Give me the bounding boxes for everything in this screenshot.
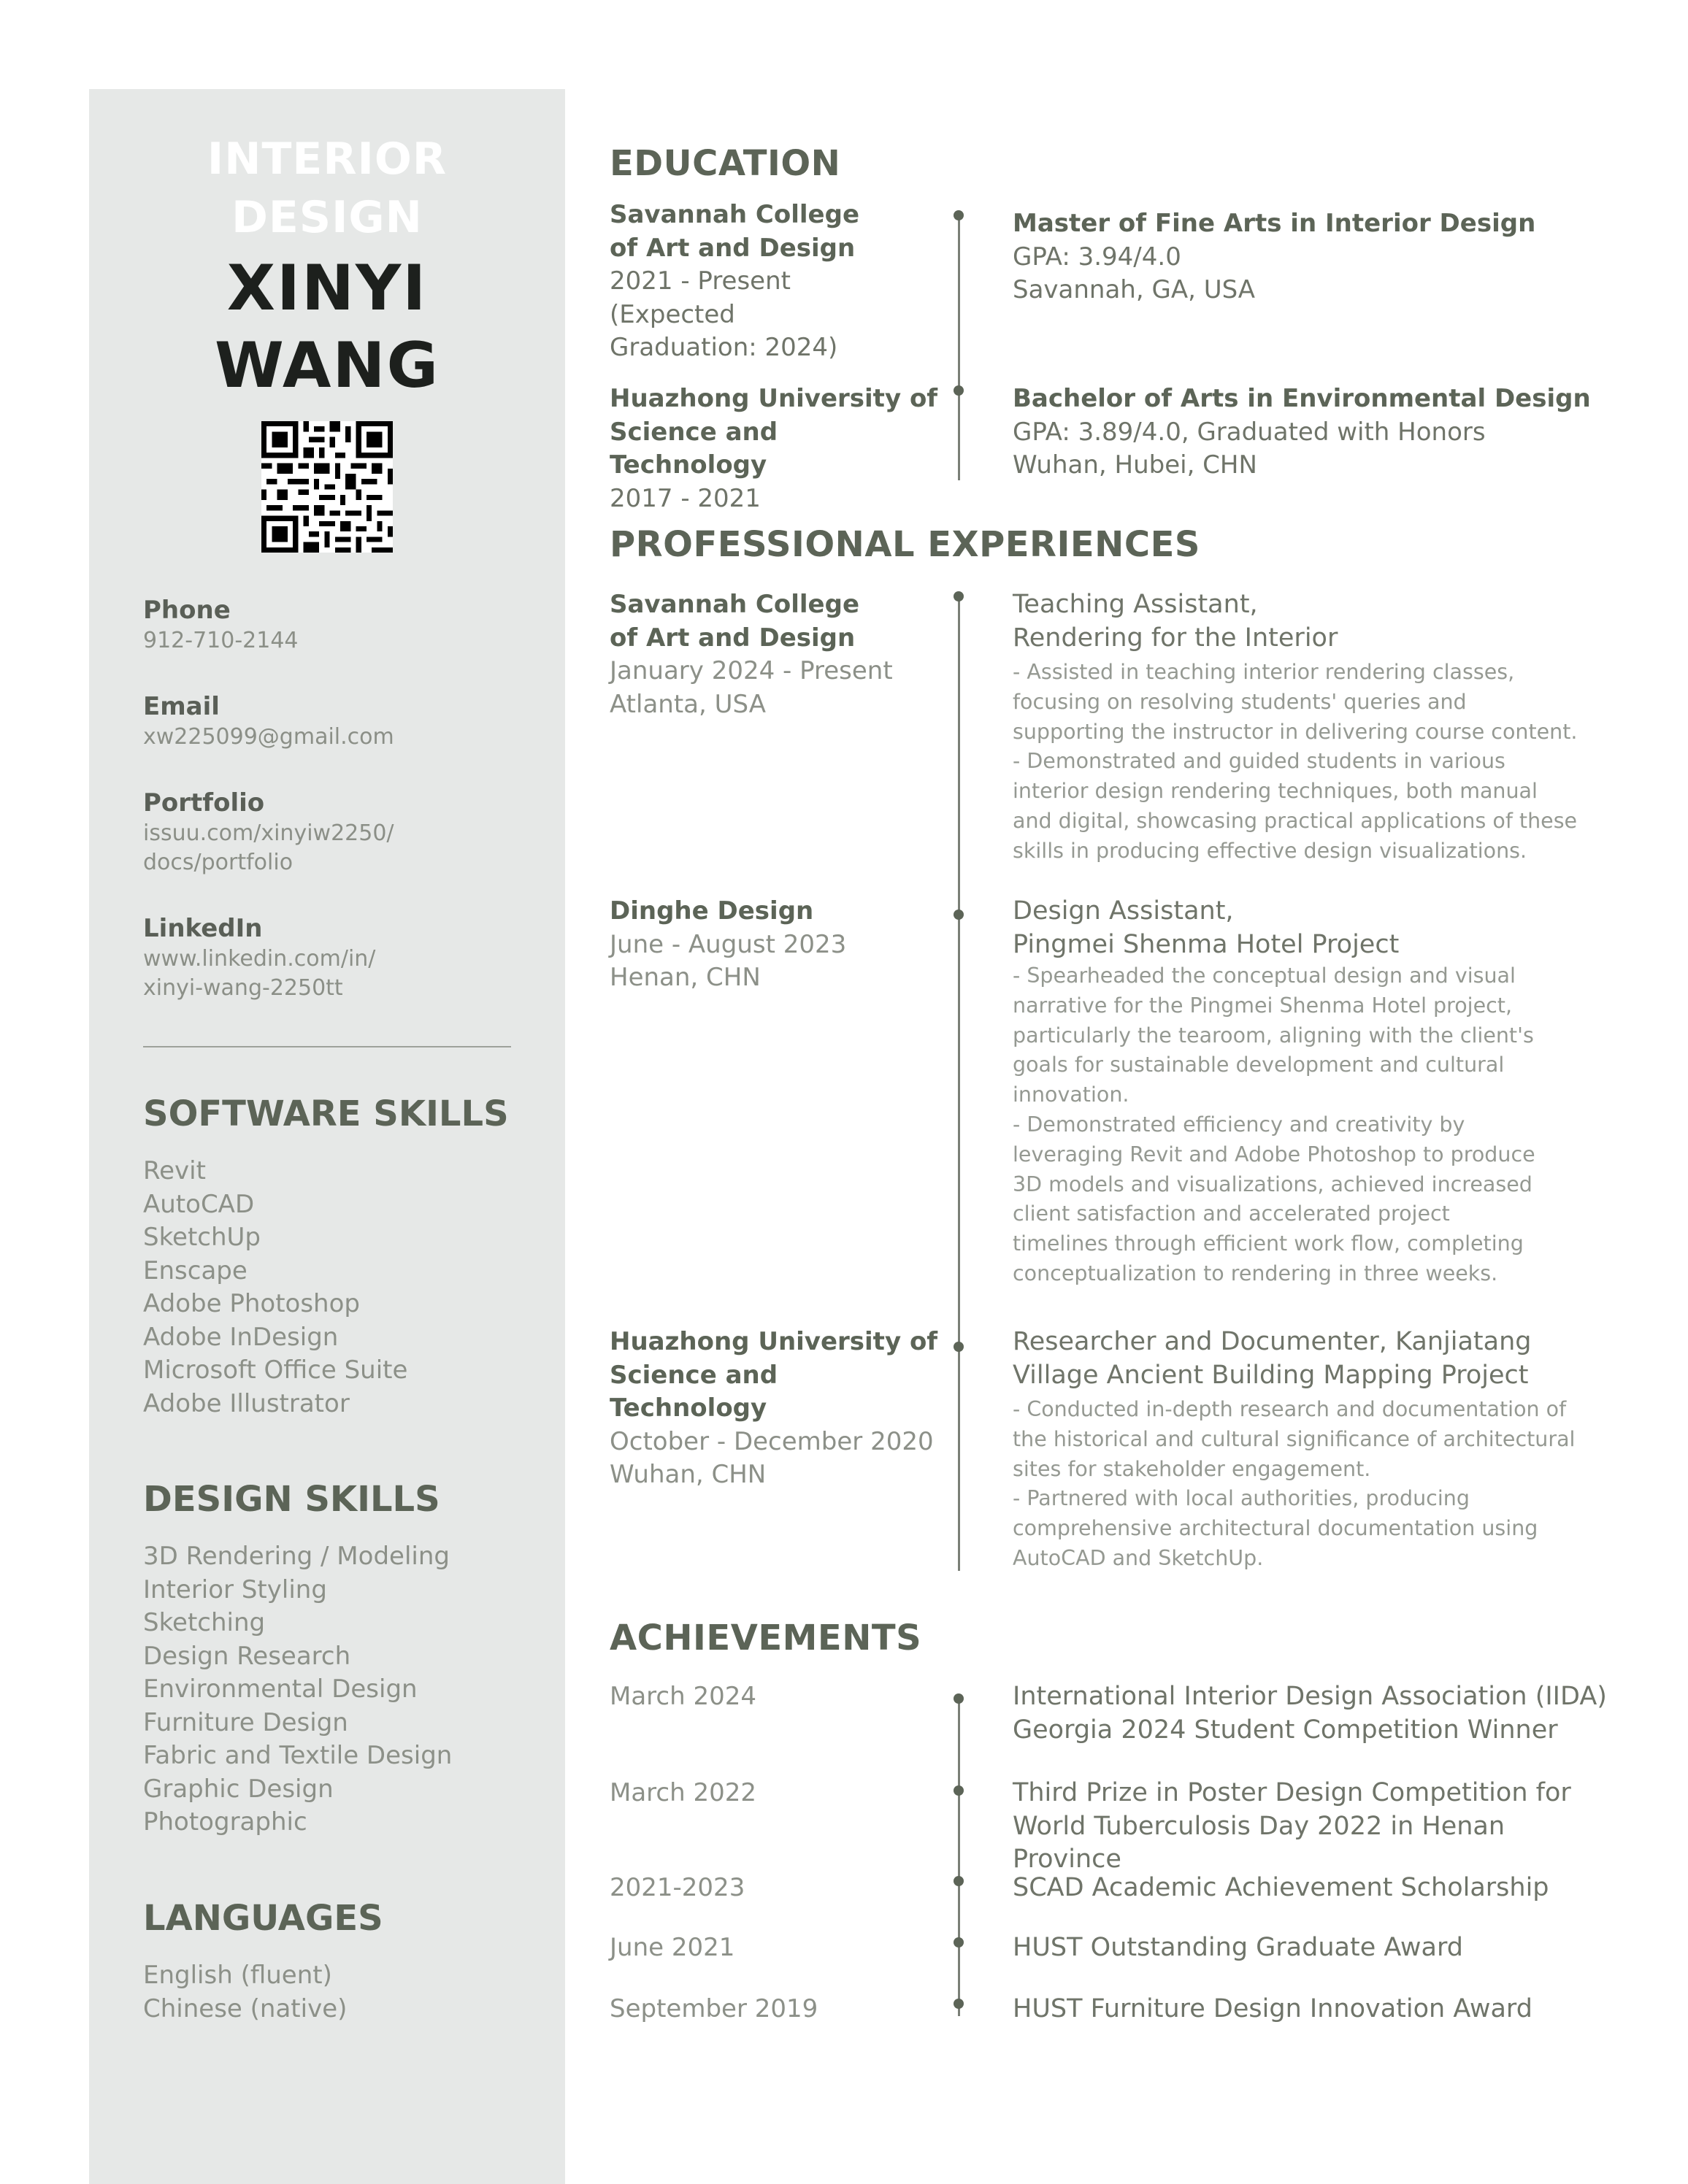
role-title: Design Assistant, xyxy=(1013,896,1234,926)
description-line: interior design rendering techniques, both manual xyxy=(1013,779,1538,804)
org-meta: October - December 2020 xyxy=(610,1426,934,1456)
org-name: of Art and Design xyxy=(610,623,856,653)
achievement-text: HUST Outstanding Graduate Award xyxy=(1013,1933,1463,1962)
achievement-item xyxy=(1013,1680,1611,1747)
experience-org xyxy=(610,1326,938,1492)
education-school xyxy=(610,382,938,515)
degree-title: Bachelor of Arts in Environmental Design xyxy=(1013,384,1591,413)
achievement-text: World Tuberculosis Day 2022 in Henan Province xyxy=(1013,1811,1505,1874)
org-name: Science and Technology xyxy=(610,1360,778,1423)
timeline-dot xyxy=(954,1785,964,1796)
contact-label: LinkedIn xyxy=(143,914,263,943)
skill-item: Photographic xyxy=(143,1807,307,1837)
software-skills-heading: SOFTWARE SKILLS xyxy=(143,1093,509,1134)
skill-item: AutoCAD xyxy=(143,1189,255,1219)
role-description xyxy=(1013,961,1597,1289)
experience-role xyxy=(1013,1326,1597,1574)
skill-item: Revit xyxy=(143,1156,206,1185)
description-line: comprehensive architectural documentation using xyxy=(1013,1516,1538,1541)
achievement-date-text: 2021-2023 xyxy=(610,1873,745,1902)
description-line: the historical and cultural significance of architectural xyxy=(1013,1426,1576,1451)
contact-portfolio xyxy=(143,787,537,877)
school-dates: 2017 - 2021 xyxy=(610,483,761,513)
sidebar xyxy=(89,89,565,2184)
description-line: - Spearheaded the conceptual design and visual xyxy=(1013,964,1516,988)
role-line: INTERIOR xyxy=(207,134,448,185)
school-name: of Art and Design xyxy=(610,233,856,263)
description-line: skills in producing effective design visualizations. xyxy=(1013,838,1527,863)
role-line: DESIGN xyxy=(231,192,423,243)
description-line: - Conducted in-depth research and documentation of xyxy=(1013,1397,1567,1421)
qr-code-icon[interactable] xyxy=(261,421,393,553)
skill-item: Graphic Design xyxy=(143,1774,334,1804)
achievements-heading: ACHIEVEMENTS xyxy=(610,1618,922,1658)
description-line: supporting the instructor in delivering course content. xyxy=(1013,719,1578,744)
achievement-date-text: March 2022 xyxy=(610,1778,756,1807)
linkedin-link[interactable]: xinyi-wang-2250tt xyxy=(143,975,343,1001)
experience-heading: PROFESSIONAL EXPERIENCES xyxy=(610,524,1200,565)
degree-info: GPA: 3.89/4.0, Graduated with Honors xyxy=(1013,417,1486,447)
org-meta: Atlanta, USA xyxy=(610,689,766,719)
skill-item: Enscape xyxy=(143,1256,248,1285)
achievement-text: SCAD Academic Achievement Scholarship xyxy=(1013,1873,1549,1902)
achievement-date xyxy=(610,1931,938,1965)
contact-label: Portfolio xyxy=(143,788,265,818)
timeline-dot xyxy=(954,910,964,920)
experience-role xyxy=(1013,588,1597,866)
degree-title: Master of Fine Arts in Interior Design xyxy=(1013,209,1536,238)
education-degree xyxy=(1013,207,1597,307)
role-title: Teaching Assistant, xyxy=(1013,590,1258,619)
name-line: XINYI xyxy=(226,252,428,325)
role-title: Researcher and Documenter, Kanjiatang xyxy=(1013,1327,1532,1356)
school-dates: 2021 - Present xyxy=(610,266,791,296)
design-skills-list xyxy=(143,1540,452,1839)
achievement-text: Georgia 2024 Student Competition Winner xyxy=(1013,1715,1558,1745)
skill-item: 3D Rendering / Modeling xyxy=(143,1542,450,1571)
timeline-dot xyxy=(954,1937,964,1947)
education-timeline xyxy=(958,215,960,480)
description-line: sites for stakeholder engagement. xyxy=(1013,1456,1371,1481)
experience-org xyxy=(610,895,938,995)
org-meta: Wuhan, CHN xyxy=(610,1460,767,1489)
org-meta: June - August 2023 xyxy=(610,929,847,959)
description-line: - Demonstrated and guided students in various xyxy=(1013,749,1505,774)
timeline-dot xyxy=(954,1876,964,1886)
achievement-date xyxy=(610,1872,938,1905)
timeline-dot xyxy=(954,1342,964,1352)
description-line: - Partnered with local authorities, producing xyxy=(1013,1486,1470,1511)
description-line: leveraging Revit and Adobe Photoshop to produce xyxy=(1013,1142,1535,1166)
person-name xyxy=(89,250,565,404)
achievement-text: International Interior Design Association (IIDA) xyxy=(1013,1682,1607,1711)
contact-phone xyxy=(143,594,537,655)
achievement-item xyxy=(1013,1931,1611,1965)
achievement-date-text: September 2019 xyxy=(610,1994,818,2023)
achievement-date xyxy=(610,1993,938,2026)
school-name: Huazhong University of xyxy=(610,384,938,413)
description-line: and digital, showcasing practical applications of these xyxy=(1013,808,1578,833)
achievement-item xyxy=(1013,1777,1611,1877)
description-line: focusing on resolving students' queries and xyxy=(1013,689,1467,714)
experience-role xyxy=(1013,895,1597,1289)
org-name: Savannah College xyxy=(610,590,860,619)
description-line: - Demonstrated efficiency and creativity by xyxy=(1013,1112,1465,1137)
timeline-dot xyxy=(954,1693,964,1704)
achievements-timeline xyxy=(958,1698,960,2016)
degree-info: Wuhan, Hubei, CHN xyxy=(1013,450,1257,480)
education-school xyxy=(610,199,938,365)
skill-item: Interior Styling xyxy=(143,1574,327,1604)
role-title: Rendering for the Interior xyxy=(1013,623,1338,653)
skill-item: Adobe Illustrator xyxy=(143,1388,350,1418)
description-line: goals for sustainable development and cultural xyxy=(1013,1053,1505,1077)
skill-item: SketchUp xyxy=(143,1223,261,1252)
role-description xyxy=(1013,1395,1597,1574)
role-title: Village Ancient Building Mapping Project xyxy=(1013,1360,1529,1390)
timeline-dot xyxy=(954,591,964,601)
description-line: timelines through efficient work flow, completing xyxy=(1013,1231,1524,1256)
skill-item: Design Research xyxy=(143,1641,351,1671)
portfolio-link[interactable]: issuu.com/xinyiw2250/ xyxy=(143,820,394,846)
org-name: Huazhong University of xyxy=(610,1327,938,1356)
experience-timeline xyxy=(958,596,960,1571)
description-line: - Assisted in teaching interior rendering classes, xyxy=(1013,660,1515,684)
org-meta: January 2024 - Present xyxy=(610,656,893,685)
sidebar-divider xyxy=(143,1046,511,1047)
skill-item: Adobe Photoshop xyxy=(143,1289,360,1318)
languages-list xyxy=(143,1959,347,2026)
contact-email xyxy=(143,691,537,752)
achievement-date-text: March 2024 xyxy=(610,1682,756,1711)
school-dates: Graduation: 2024) xyxy=(610,333,838,362)
achievement-item xyxy=(1013,1872,1611,1905)
school-dates: (Expected xyxy=(610,299,735,329)
degree-info: GPA: 3.94/4.0 xyxy=(1013,242,1181,272)
name-line: WANG xyxy=(214,329,440,402)
skill-item: Fabric and Textile Design xyxy=(143,1741,453,1770)
description-line: narrative for the Pingmei Shenma Hotel project, xyxy=(1013,993,1513,1018)
achievement-item xyxy=(1013,1993,1611,2026)
language-item: English (fluent) xyxy=(143,1961,332,1990)
skill-item: Adobe InDesign xyxy=(143,1322,339,1352)
skill-item: Environmental Design xyxy=(143,1674,418,1704)
timeline-dot xyxy=(954,210,964,220)
design-skills-heading: DESIGN SKILLS xyxy=(143,1479,440,1520)
description-line: particularly the tearoom, aligning with the client's xyxy=(1013,1023,1534,1047)
timeline-dot xyxy=(954,385,964,396)
skill-item: Sketching xyxy=(143,1608,266,1637)
description-line: client satisfaction and accelerated project xyxy=(1013,1201,1450,1226)
languages-heading: LANGUAGES xyxy=(143,1898,383,1939)
description-line: innovation. xyxy=(1013,1083,1129,1107)
achievement-date-text: June 2021 xyxy=(610,1933,735,1962)
skill-item: Furniture Design xyxy=(143,1707,348,1737)
contact-linkedin xyxy=(143,912,537,1003)
phone-value[interactable]: 912-710-2144 xyxy=(143,628,299,653)
language-item: Chinese (native) xyxy=(143,1993,348,2023)
org-meta: Henan, CHN xyxy=(610,963,761,992)
role-title xyxy=(89,130,565,247)
description-line: conceptualization to rendering in three weeks. xyxy=(1013,1261,1498,1285)
school-name: Savannah College xyxy=(610,200,860,229)
achievement-date xyxy=(610,1680,938,1714)
software-skills-list xyxy=(143,1155,407,1420)
description-line: AutoCAD and SketchUp. xyxy=(1013,1545,1264,1570)
portfolio-link[interactable]: docs/portfolio xyxy=(143,850,294,875)
achievement-text: HUST Furniture Design Innovation Award xyxy=(1013,1994,1532,2023)
education-degree xyxy=(1013,382,1597,482)
education-heading: EDUCATION xyxy=(610,143,841,184)
skill-item: Microsoft Office Suite xyxy=(143,1356,408,1385)
experience-org xyxy=(610,588,938,721)
email-link[interactable]: xw225099@gmail.com xyxy=(143,724,394,750)
linkedin-link[interactable]: www.linkedin.com/in/ xyxy=(143,946,376,972)
description-line: 3D models and visualizations, achieved increased xyxy=(1013,1172,1532,1196)
achievement-date xyxy=(610,1777,938,1810)
role-description xyxy=(1013,658,1597,866)
school-name: Science and Technology xyxy=(610,417,778,480)
degree-info: Savannah, GA, USA xyxy=(1013,275,1256,304)
achievement-text: Third Prize in Poster Design Competition for xyxy=(1013,1778,1571,1807)
contact-label: Email xyxy=(143,692,220,721)
role-title: Pingmei Shenma Hotel Project xyxy=(1013,929,1400,959)
org-name: Dinghe Design xyxy=(610,896,814,926)
timeline-dot xyxy=(954,1999,964,2009)
contact-label: Phone xyxy=(143,596,231,625)
